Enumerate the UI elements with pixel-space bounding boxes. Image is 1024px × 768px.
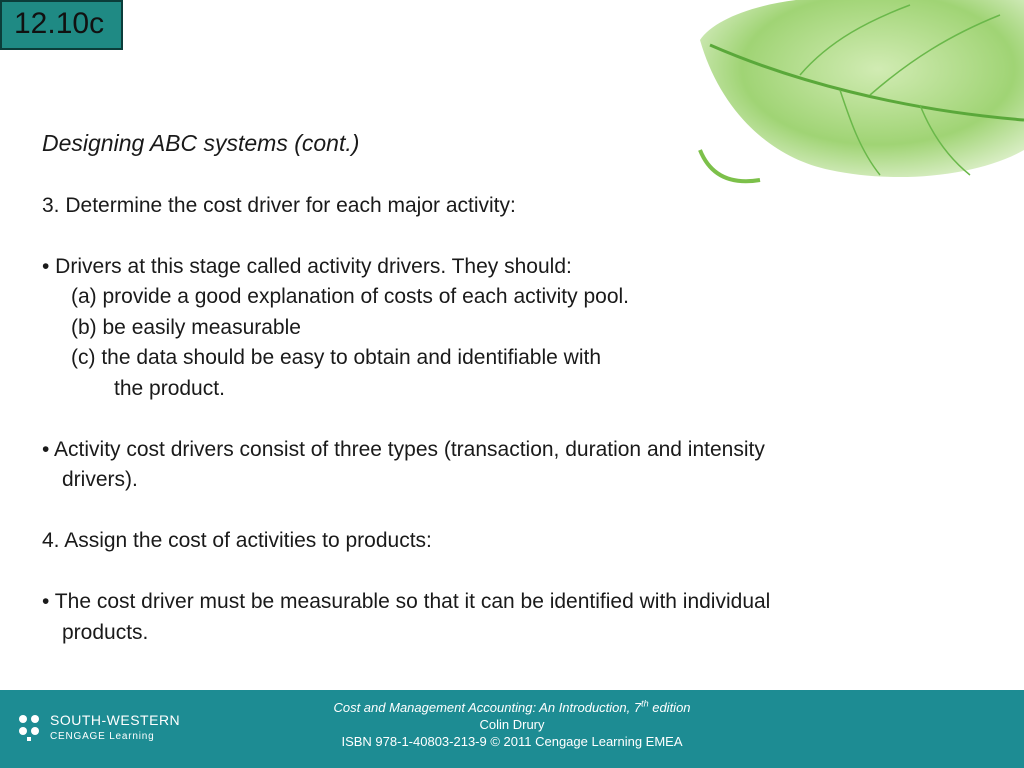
slide-content xyxy=(42,128,982,648)
cengage-logo-icon xyxy=(14,712,44,742)
point-b: (b) be easily measurable xyxy=(71,315,301,339)
bullet-driver-types-cont: drivers). xyxy=(62,468,138,491)
author: Colin Drury xyxy=(479,717,545,733)
step-3: 3. Determine the cost driver for each major activity: xyxy=(42,193,516,217)
slide-number: 12.10c xyxy=(0,0,123,50)
point-c-continuation: the product. xyxy=(114,376,225,400)
bullet-activity-drivers: • Drivers at this stage called activity drivers. They should: xyxy=(42,254,572,278)
bullet-measurable-cont: products. xyxy=(62,620,149,644)
edition-superscript: th xyxy=(641,699,649,709)
book-citation xyxy=(262,696,762,750)
slide-title: Designing ABC systems (cont.) xyxy=(42,130,360,156)
edition-word: edition xyxy=(648,700,691,716)
publisher-logo xyxy=(14,710,204,750)
book-title: Cost and Management Accounting: An Introduction, 7 xyxy=(333,700,642,716)
isbn: ISBN 978-1-40803-213-9 © 2011 Cengage Learning EMEA xyxy=(341,734,683,750)
logo-wordmark: SOUTH-WESTERN xyxy=(50,712,181,728)
bullet-driver-types: • Activity cost drivers consist of three types (transaction, duration and intensity xyxy=(42,437,765,461)
bullet-measurable: • The cost driver must be measurable so that it can be identified with individual xyxy=(42,590,771,613)
point-c: (c) the data should be easy to obtain and identifiable with xyxy=(71,346,602,369)
point-a: (a) provide a good explanation of costs of each activity pool. xyxy=(71,285,629,308)
step-4: 4. Assign the cost of activities to products: xyxy=(42,529,432,552)
footer-bar xyxy=(0,690,1024,768)
logo-subtitle: CENGAGE Learning xyxy=(50,731,155,742)
